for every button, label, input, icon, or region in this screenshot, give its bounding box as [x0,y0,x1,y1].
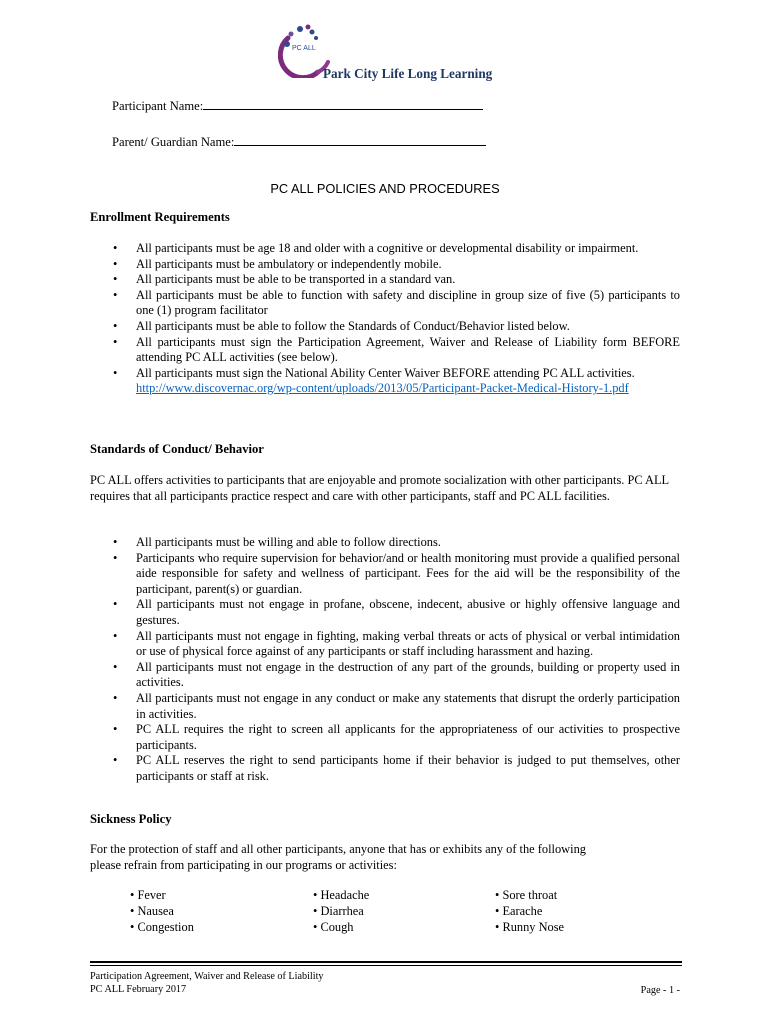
footer-rule-thin [90,965,682,966]
sickness-intro: For the protection of staff and all other participants, anyone that has or exhibits any of the following please refrain from participating in our programs or activities: [90,842,586,872]
page-number: Page - 1 - [640,985,680,996]
symptom-item: • Runny Nose [495,920,565,934]
org-name: Park City Life Long Learning [323,66,493,81]
guardian-name-field[interactable] [112,134,486,151]
footer-doc-title: Participation Agreement, Waiver and Release of Liability [90,971,324,982]
conduct-list [90,535,680,785]
participant-name-line[interactable] [203,98,483,110]
list-item: • Participants who require supervision for behavior/and or health monitoring must provide a qualified personal aide responsible for safety and wellness of participant. Fees for the aid will be the responsibility of the participant, parent(s) or guardian. [113,550,680,596]
participant-name-label: Participant Name: [112,99,204,113]
enrollment-list [90,241,680,397]
list-item: • All participants must be ambulatory or independently mobile. [113,256,442,271]
footer-date: PC ALL February 2017 [90,984,187,995]
list-item: • All participants must be age 18 and older with a cognitive or developmental disability or impairment. [113,241,639,255]
list-item: • All participants must be able to follow the Standards of Conduct/Behavior listed below. [113,318,570,333]
logo-text: PC ALL [292,45,316,52]
list-item: • All participants must be able to be transported in a standard van. [113,272,456,287]
symptom-item: • Diarrhea [313,904,364,918]
symptom-item: • Fever [130,888,166,902]
enrollment-heading: Enrollment Requirements [90,210,230,224]
symptom-item: • Cough [313,920,354,934]
symptom-item: • Earache [495,904,543,918]
symptom-item: • Congestion [130,920,194,934]
list-item: • All participants must be willing and able to follow directions. [113,535,441,549]
participant-name-field[interactable] [112,98,483,115]
list-item: • PC ALL reserves the right to send participants home if their behavior is judged to put themselves, other participants or staff at risk. [113,753,680,783]
list-item: • All participants must be able to function with safety and discipline in group size of five (5) participants to one (1) program facilitator [113,287,680,318]
sickness-heading: Sickness Policy [90,812,172,826]
list-item: • All participants must not engage in profane, obscene, indecent, abusive or highly offensive language and gestures. [113,597,680,627]
symptom-item: • Nausea [130,904,174,918]
list-item: • All participants must not engage in the destruction of any part of the grounds, building or property used in activities. [113,659,680,690]
nac-waiver-link[interactable]: http://www.discovernac.org/wp-content/uploads/2013/05/Participant-Packet-Medical-History-1.pdf [136,381,629,396]
list-item: • All participants must sign the Participation Agreement, Waiver and Release of Liability form BEFORE attending PC ALL activities (see below). [113,334,680,365]
symptom-item: • Headache [313,888,370,902]
list-item: • All participants must not engage in fighting, making verbal threats or acts of physical or verbal intimidation or use of physical force against of any participants or staff including harassment and hazing. [113,628,680,659]
footer-rule [90,961,682,963]
conduct-intro: PC ALL offers activities to participants that are enjoyable and promote socialization with other participants. PC ALL requires that all participants practice respect and care with other participants, staff and PC ALL facilities. [90,473,669,503]
list-item: • PC ALL requires the right to screen all applicants for the appropriateness of our activities to prospective participants. [113,722,680,752]
guardian-name-line[interactable] [234,134,486,146]
symptom-item: • Sore throat [495,888,558,902]
list-item: • All participants must not engage in any conduct or make any statements that disrupt the orderly participation in activities. [113,690,680,721]
conduct-heading: Standards of Conduct/ Behavior [90,442,264,456]
page-title: PC ALL POLICIES AND PROCEDURES [270,181,500,196]
list-item: • All participants must sign the National Ability Center Waiver BEFORE attending PC ALL activities. http://www.discovernac.org/wp-content/uploads/2013/05/Participant-Packet-Medical-History-1.pdf [113,365,635,396]
guardian-name-label: Parent/ Guardian Name: [112,135,235,149]
